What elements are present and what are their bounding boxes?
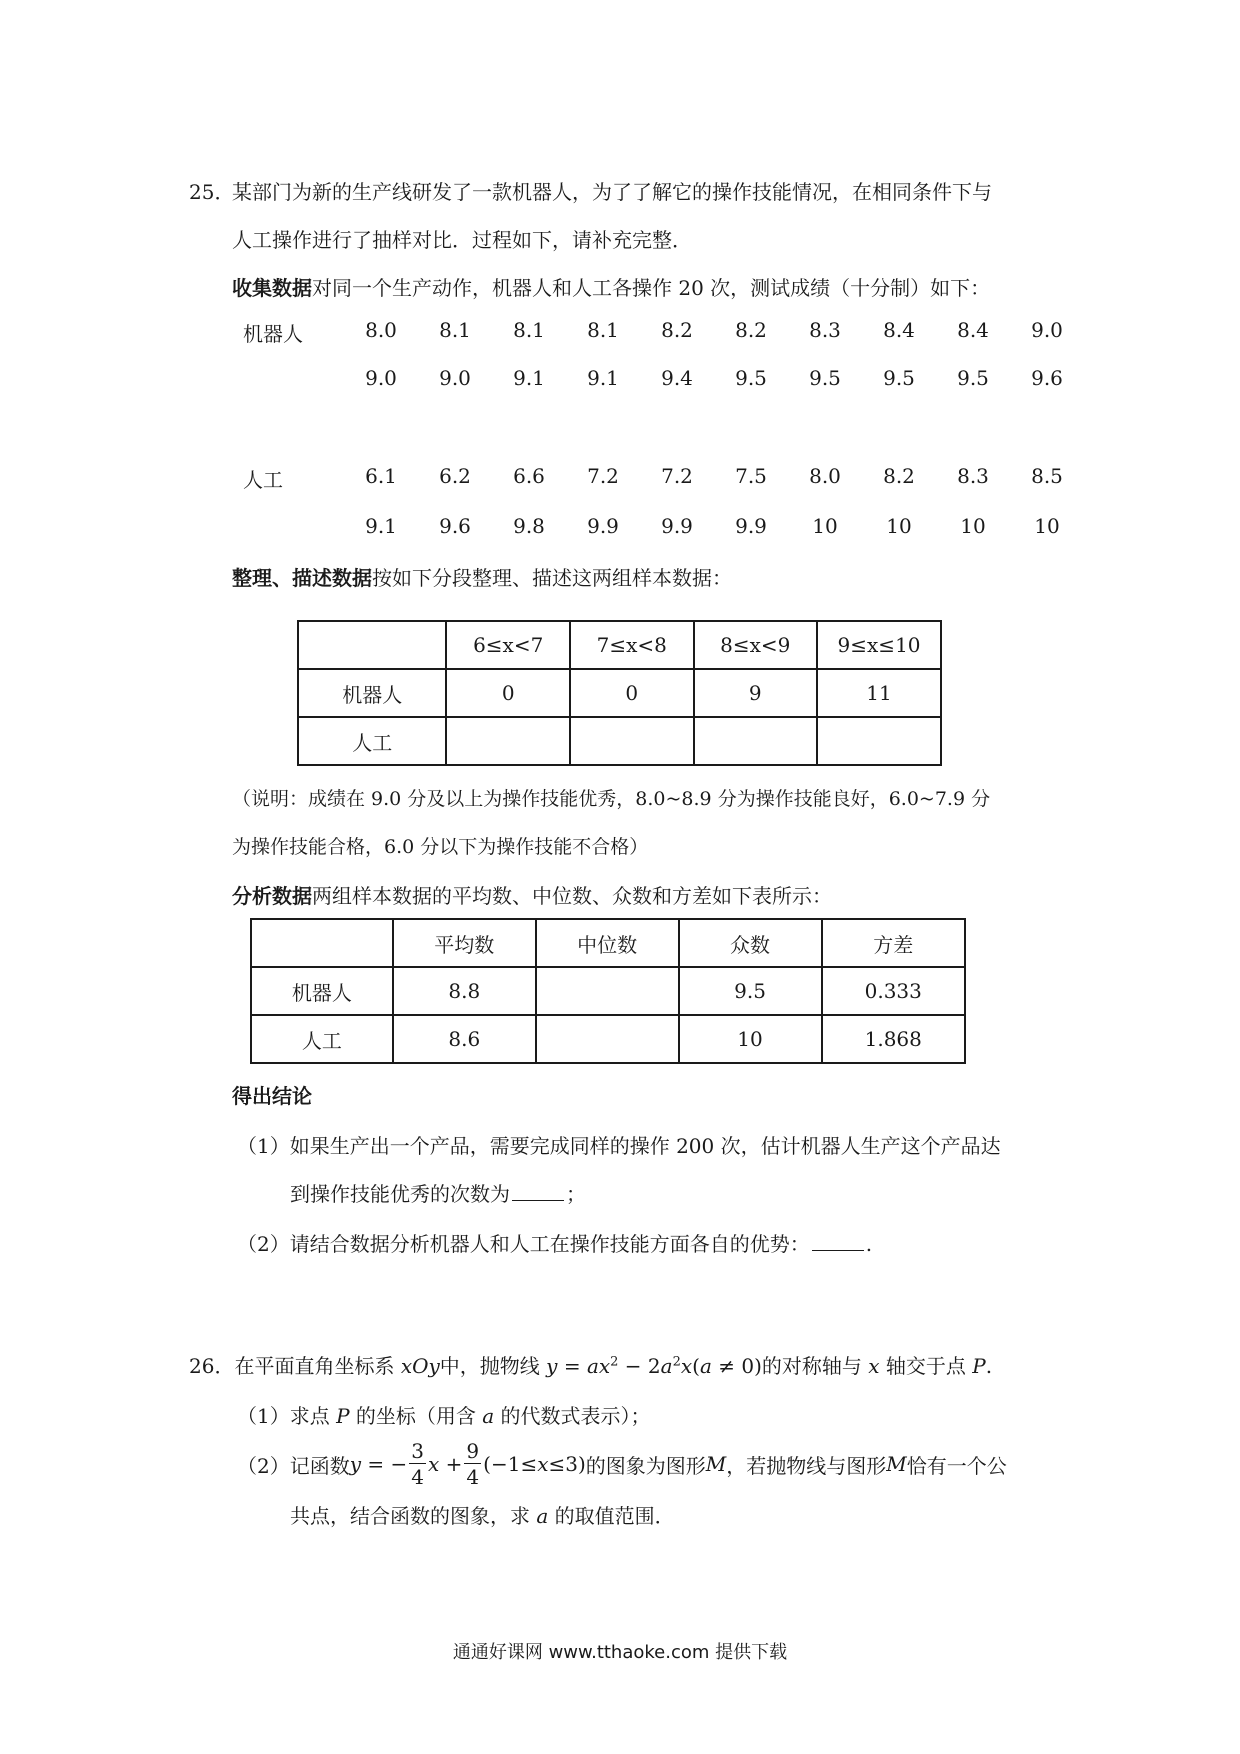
- score-cell: 6.2: [439, 464, 471, 488]
- score-cell: 10: [960, 514, 986, 538]
- score-cell: 6.6: [513, 464, 545, 488]
- note-line-1: （说明：成绩在 9.0 分及以上为操作技能优秀，8.0~8.9 分为操作技能良好，6.0~7.9 分: [232, 788, 991, 810]
- table-cell: 平均数: [393, 919, 536, 967]
- organize-heading: 整理、描述数据: [232, 566, 372, 590]
- table-row: [251, 967, 965, 1015]
- statistics-table: [250, 918, 966, 1064]
- score-cell: 9.5: [735, 366, 767, 390]
- footer: 通通好课网 www.tthaoke.com 提供下载: [452, 1642, 788, 1663]
- robot-label: 机器人: [243, 322, 303, 346]
- table-cell[interactable]: [536, 1015, 679, 1063]
- score-cell: 9.4: [661, 366, 693, 390]
- table-cell: 方差: [822, 919, 965, 967]
- score-cell: 9.0: [1031, 318, 1063, 342]
- score-cell: 7.2: [661, 464, 693, 488]
- score-cell: 8.4: [957, 318, 989, 342]
- table-cell: 机器人: [298, 669, 446, 717]
- table-cell: 8.8: [393, 967, 536, 1015]
- table-row: [298, 669, 941, 717]
- table-cell: 1.868: [822, 1015, 965, 1063]
- score-cell: 9.9: [661, 514, 693, 538]
- table-cell: 0: [446, 669, 570, 717]
- table-cell: [298, 621, 446, 669]
- score-cell: 6.1: [365, 464, 397, 488]
- table-cell[interactable]: [694, 717, 818, 765]
- conclusion-2-end: .: [865, 1232, 873, 1256]
- robot-row-1: [344, 318, 1084, 342]
- score-cell: 9.1: [587, 366, 619, 390]
- score-cell: 9.0: [365, 366, 397, 390]
- table-row: [251, 1015, 965, 1063]
- q26-text-c: 的对称轴与: [761, 1354, 862, 1378]
- table-cell: [251, 919, 393, 967]
- math-xoy: xOy: [400, 1354, 440, 1378]
- table-cell[interactable]: [570, 717, 694, 765]
- q26-text-d: 轴交于点: [885, 1354, 966, 1378]
- human-label: 人工: [243, 468, 283, 492]
- human-row-2: [344, 514, 1084, 538]
- conclusion-1-end: ；: [566, 1182, 586, 1206]
- q26-line1: 26．在平面直角坐标系 xOy中，抛物线 $y = ax^2 - 2a^2x(a \ne 0)$的对称轴与 x 轴交于点 P.: [189, 1354, 993, 1378]
- table-cell[interactable]: [536, 967, 679, 1015]
- q26-sub2-a: （2）记函数: [237, 1453, 350, 1478]
- score-cell: 8.3: [957, 464, 989, 488]
- score-cell: 8.2: [735, 318, 767, 342]
- answer-blank-2[interactable]: [812, 1249, 864, 1251]
- score-cell: 8.1: [439, 318, 471, 342]
- table-cell: 众数: [679, 919, 822, 967]
- q26-sub1-b: 的坐标（用含: [355, 1404, 476, 1428]
- score-cell: 8.5: [1031, 464, 1063, 488]
- conclusion-2: [237, 1228, 872, 1257]
- note-line-2: 为操作技能合格，6.0 分以下为操作技能不合格）: [232, 836, 649, 858]
- table-cell: 人工: [251, 1015, 393, 1063]
- frequency-table: [297, 620, 942, 766]
- q26-text-b: 中，抛物线: [439, 1354, 540, 1378]
- q25-line1: 某部门为新的生产线研发了一款机器人，为了了解它的操作技能情况，在相同条件下与: [232, 180, 992, 204]
- q26-sub2-line2-b: 的取值范围．: [554, 1504, 675, 1528]
- analyze-text: 两组样本数据的平均数、中位数、众数和方差如下表所示：: [312, 884, 832, 908]
- score-cell: 9.1: [513, 366, 545, 390]
- score-cell: 9.5: [883, 366, 915, 390]
- table-cell: 0: [570, 669, 694, 717]
- answer-blank-1[interactable]: [512, 1199, 564, 1201]
- q26-text-a: 在平面直角坐标系: [234, 1354, 395, 1378]
- table-cell: 7≤x<8: [570, 621, 694, 669]
- table-cell: 6≤x<7: [446, 621, 570, 669]
- q26-sub2-b: 的图象为图形: [585, 1453, 706, 1478]
- table-cell: 0.333: [822, 967, 965, 1015]
- math-x: x: [868, 1354, 886, 1378]
- score-cell: 8.2: [883, 464, 915, 488]
- q26-number: 26．: [189, 1354, 235, 1378]
- q25-line2: 人工操作进行了抽样对比．过程如下，请补充完整．: [232, 228, 692, 252]
- q26-sub2-line2: [290, 1500, 675, 1529]
- organize-text: 按如下分段整理、描述这两组样本数据：: [372, 566, 732, 590]
- score-cell: 9.6: [1031, 366, 1063, 390]
- organize-paragraph: [232, 562, 732, 591]
- score-cell: 10: [1034, 514, 1060, 538]
- analyze-paragraph: [232, 880, 832, 909]
- table-cell[interactable]: [817, 717, 941, 765]
- table-cell: 8≤x<9: [694, 621, 818, 669]
- collect-paragraph: [232, 272, 990, 301]
- table-cell: 9: [694, 669, 818, 717]
- human-row-1: [344, 464, 1084, 488]
- q26-sub1-c: 的代数式表示）；: [500, 1404, 651, 1428]
- score-cell: 7.2: [587, 464, 619, 488]
- q26-sub2-line2-a: 共点，结合函数的图象，求: [290, 1504, 530, 1528]
- score-cell: 8.4: [883, 318, 915, 342]
- score-cell: 7.5: [735, 464, 767, 488]
- table-cell: 8.6: [393, 1015, 536, 1063]
- math-M2: M: [886, 1452, 907, 1476]
- score-cell: 8.1: [587, 318, 619, 342]
- table-row: [298, 717, 941, 765]
- math-a: a: [475, 1404, 501, 1428]
- q25-number: 25．: [189, 180, 235, 204]
- q26-sub1: [237, 1400, 651, 1429]
- math-P: P: [972, 1354, 986, 1378]
- score-cell: 8.2: [661, 318, 693, 342]
- q26-sub2-c: ，若抛物线与图形: [726, 1453, 887, 1478]
- math-parabola: $y = ax^2 - 2a^2x(a \ne 0)$: [546, 1354, 762, 1378]
- score-cell: 9.8: [513, 514, 545, 538]
- robot-row-2: [344, 366, 1084, 390]
- score-cell: 9.9: [735, 514, 767, 538]
- conclusion-1-text: 到操作技能优秀的次数为: [290, 1182, 510, 1206]
- table-cell: 9.5: [679, 967, 822, 1015]
- q26-sub2: [237, 1434, 1007, 1494]
- q26-sub1-a: （1）求点: [237, 1404, 330, 1428]
- math-M: M: [705, 1452, 727, 1476]
- score-cell: 8.3: [809, 318, 841, 342]
- q26-sub2-d: 恰有一个公: [906, 1453, 1007, 1478]
- score-cell: 10: [886, 514, 912, 538]
- table-header-row: [298, 621, 941, 669]
- score-cell: 8.0: [365, 318, 397, 342]
- table-cell: 中位数: [536, 919, 679, 967]
- conclusion-2-text: （2）请结合数据分析机器人和人工在操作技能方面各自的优势：: [237, 1232, 810, 1256]
- score-cell: 9.9: [587, 514, 619, 538]
- score-cell: 9.0: [439, 366, 471, 390]
- analyze-heading: 分析数据: [232, 884, 312, 908]
- collect-heading: 收集数据: [232, 276, 312, 300]
- table-cell[interactable]: [446, 717, 570, 765]
- conclusion-1-line2: [290, 1178, 586, 1207]
- table-header-row: [251, 919, 965, 967]
- score-cell: 9.1: [365, 514, 397, 538]
- score-cell: 8.1: [513, 318, 545, 342]
- score-cell: 9.5: [809, 366, 841, 390]
- score-cell: 9.6: [439, 514, 471, 538]
- table-cell: 11: [817, 669, 941, 717]
- score-cell: 9.5: [957, 366, 989, 390]
- table-cell: 机器人: [251, 967, 393, 1015]
- math-a2: a: [530, 1504, 555, 1528]
- score-cell: 8.0: [809, 464, 841, 488]
- table-cell: 9≤x≤10: [817, 621, 941, 669]
- score-cell: 10: [812, 514, 838, 538]
- conclusion-1-line1: （1）如果生产出一个产品，需要完成同样的操作 200 次，估计机器人生产这个产品达: [237, 1134, 1001, 1158]
- table-cell: 10: [679, 1015, 822, 1063]
- collect-text: 对同一个生产动作，机器人和人工各操作 20 次，测试成绩（十分制）如下：: [312, 276, 991, 300]
- table-cell: 人工: [298, 717, 446, 765]
- conclusion-heading: 得出结论: [232, 1084, 312, 1108]
- math-P2: P: [329, 1404, 356, 1428]
- math-linear-function: y = − $\frac{3}{4}$ x + $\frac{9}{4}$ (−1≤ x ≤3): [349, 1439, 586, 1489]
